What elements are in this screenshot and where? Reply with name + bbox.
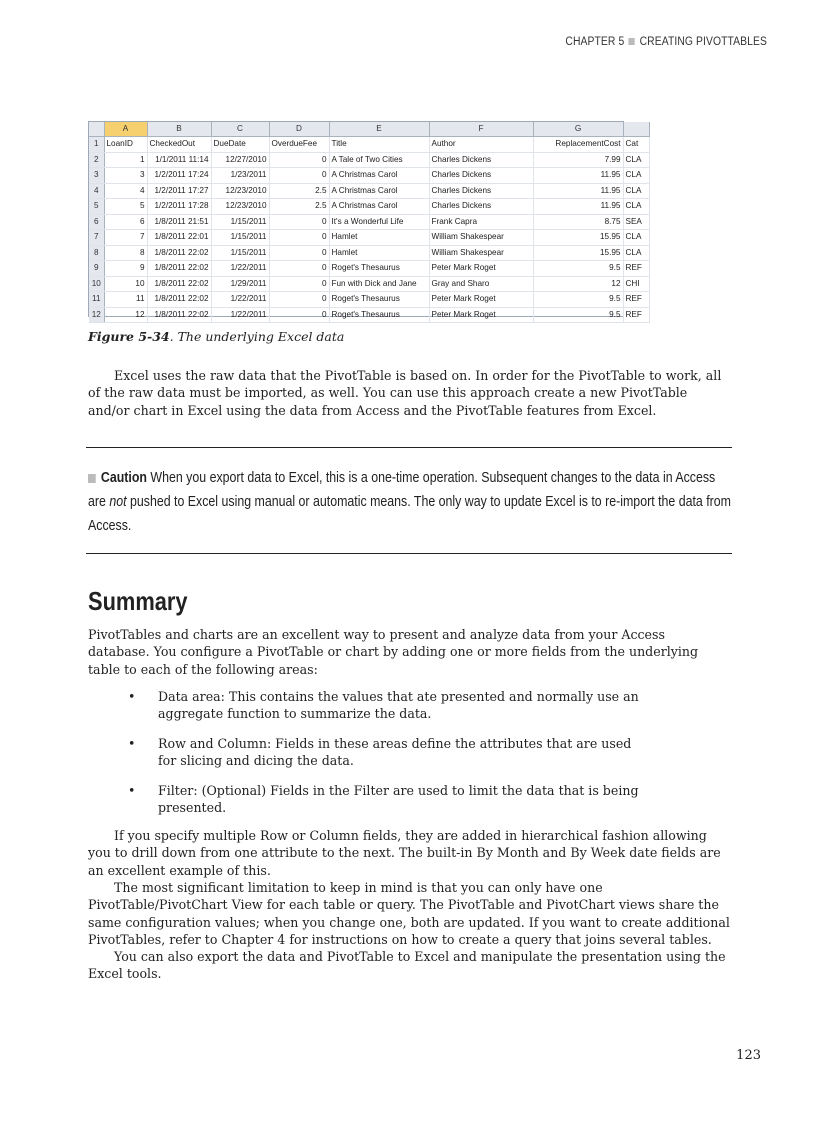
table-cell: 0 <box>269 214 329 230</box>
caution-top-rule <box>86 447 732 448</box>
list-item: • Row and Column: Fields in these areas define the attributes that are used for slicing and dicing the data. <box>88 735 648 770</box>
table-cell: 5 <box>104 199 147 215</box>
excel-screenshot <box>88 121 642 319</box>
table-cell: CHI <box>623 276 649 292</box>
table-cell: 1/8/2011 22:02 <box>147 276 211 292</box>
table-cell: William Shakespear <box>429 230 533 246</box>
table-cell: A Christmas Carol <box>329 199 429 215</box>
column-header: Author <box>429 137 533 153</box>
table-cell: REF <box>623 261 649 277</box>
table-cell: CLA <box>623 168 649 184</box>
row-number: 3 <box>89 168 104 184</box>
summary-paragraph-2: If you specify multiple Row or Column fields, they are added in hierarchical fashion allowing you to drill down from one attribute to the next. The built-in By Month and By Week date fields are an excellent example of this. <box>88 828 721 878</box>
table-row <box>89 152 649 168</box>
table-cell: Peter Mark Roget <box>429 261 533 277</box>
table-cell: 9.5 <box>533 261 623 277</box>
table-cell: Hamlet <box>329 230 429 246</box>
table-row <box>89 276 649 292</box>
row-number: 8 <box>89 245 104 261</box>
table-cell: It's a Wonderful Life <box>329 214 429 230</box>
table-cell: 0 <box>269 292 329 308</box>
table-cell: 12 <box>104 307 147 323</box>
table-cell: 6 <box>104 214 147 230</box>
table-cell: SEA <box>623 214 649 230</box>
body-paragraph-1: Excel uses the raw data that the PivotTable is based on. In order for the PivotTable to work, all of the raw data must be imported, as well. You can use this approach create a new PivotTable and/or chart in Excel using the data from Access and the PivotTable features from Excel. <box>88 368 722 418</box>
table-cell: 8 <box>104 245 147 261</box>
table-cell: 15.95 <box>533 230 623 246</box>
column-letter: E <box>329 122 429 137</box>
caution-label: Caution <box>100 470 147 486</box>
row-number: 6 <box>89 214 104 230</box>
row-number: 9 <box>89 261 104 277</box>
table-cell: CLA <box>623 199 649 215</box>
caution-text-1: When you export data to Excel, this is a one-time operation. Subsequent changes to the data in Access are <box>88 470 716 510</box>
table-cell: 1/8/2011 22:02 <box>147 292 211 308</box>
square-bullet-icon <box>629 38 635 45</box>
table-cell: REF <box>623 292 649 308</box>
table-cell: 12/23/2010 <box>211 183 269 199</box>
row-number: 1 <box>89 137 104 153</box>
table-cell: 11.95 <box>533 183 623 199</box>
table-row <box>89 245 649 261</box>
table-row <box>89 307 649 323</box>
table-cell: 1/8/2011 22:02 <box>147 261 211 277</box>
list-item: • Data area: This contains the values that ate presented and normally use an aggregate function to summarize the data. <box>88 688 648 723</box>
table-cell: 1/8/2011 22:02 <box>147 307 211 323</box>
row-number: 4 <box>89 183 104 199</box>
column-header: Cat <box>623 137 649 153</box>
table-cell: 0 <box>269 168 329 184</box>
table-cell: Charles Dickens <box>429 168 533 184</box>
table-cell: 0 <box>269 152 329 168</box>
table-cell: 0 <box>269 245 329 261</box>
table-cell: CLA <box>623 230 649 246</box>
row-number: 5 <box>89 199 104 215</box>
table-cell: 0 <box>269 261 329 277</box>
column-letter-row <box>89 122 649 137</box>
table-cell: Charles Dickens <box>429 199 533 215</box>
table-cell: 11 <box>104 292 147 308</box>
figure-caption <box>88 329 344 344</box>
table-cell: 1/15/2011 <box>211 245 269 261</box>
table-cell: 1/8/2011 22:01 <box>147 230 211 246</box>
figure-caption-text: . The underlying Excel data <box>169 329 345 344</box>
table-cell: 11.95 <box>533 199 623 215</box>
column-header: DueDate <box>211 137 269 153</box>
table-cell: Charles Dickens <box>429 183 533 199</box>
column-header: CheckedOut <box>147 137 211 153</box>
column-header: LoanID <box>104 137 147 153</box>
table-cell: 1/22/2011 <box>211 292 269 308</box>
table-cell: 9 <box>104 261 147 277</box>
table-cell: 1 <box>104 152 147 168</box>
table-cell: 7 <box>104 230 147 246</box>
table-cell: 0 <box>269 276 329 292</box>
table-cell: 11.95 <box>533 168 623 184</box>
row-number: 12 <box>89 307 104 323</box>
table-cell: 3 <box>104 168 147 184</box>
table-cell: 10 <box>104 276 147 292</box>
caution-bottom-rule <box>86 553 732 554</box>
table-cell: Roget's Thesaurus <box>329 307 429 323</box>
table-cell: Roget's Thesaurus <box>329 292 429 308</box>
chapter-label: CHAPTER 5 <box>565 36 625 48</box>
table-cell: Roget's Thesaurus <box>329 261 429 277</box>
caution-text-2: pushed to Excel using manual or automatic means. The only way to update Excel is to re-import the data from Access. <box>88 494 731 534</box>
table-cell: 2.5 <box>269 199 329 215</box>
table-cell: 1/2/2011 17:27 <box>147 183 211 199</box>
list-item: • Filter: (Optional) Fields in the Filter are used to limit the data that is being presented. <box>88 782 648 817</box>
table-cell: 15.95 <box>533 245 623 261</box>
chapter-title: CREATING PIVOTTABLES <box>639 36 767 48</box>
caution-note <box>88 466 733 538</box>
table-cell: 7.99 <box>533 152 623 168</box>
table-cell: 1/2/2011 17:24 <box>147 168 211 184</box>
row-number: 11 <box>89 292 104 308</box>
square-bullet-icon <box>88 474 96 483</box>
table-cell: 1/15/2011 <box>211 214 269 230</box>
table-row <box>89 168 649 184</box>
row-number: 7 <box>89 230 104 246</box>
table-cell: CLA <box>623 152 649 168</box>
column-letter: D <box>269 122 329 137</box>
section-heading: Summary <box>88 586 188 616</box>
table-row <box>89 292 649 308</box>
table-cell: Fun with Dick and Jane <box>329 276 429 292</box>
column-header: OverdueFee <box>269 137 329 153</box>
table-row <box>89 214 649 230</box>
spreadsheet-table <box>89 122 650 323</box>
figure-label: Figure 5-34 <box>88 329 170 344</box>
table-cell: 8.75 <box>533 214 623 230</box>
table-cell: 12/27/2010 <box>211 152 269 168</box>
table-cell: Hamlet <box>329 245 429 261</box>
column-header: Title <box>329 137 429 153</box>
table-row <box>89 199 649 215</box>
table-cell: 1/22/2011 <box>211 261 269 277</box>
table-cell: Frank Capra <box>429 214 533 230</box>
table-cell: CLA <box>623 245 649 261</box>
table-cell: Peter Mark Roget <box>429 307 533 323</box>
table-cell: William Shakespear <box>429 245 533 261</box>
column-letter: B <box>147 122 211 137</box>
table-cell: 1/8/2011 22:02 <box>147 245 211 261</box>
table-cell: 12/23/2010 <box>211 199 269 215</box>
table-cell: 9.5 <box>533 307 623 323</box>
column-letter: A <box>104 122 147 137</box>
column-letter: F <box>429 122 533 137</box>
column-letter: C <box>211 122 269 137</box>
page-number: 123 <box>736 1048 761 1063</box>
caution-emphasis: not <box>109 494 127 510</box>
header-row <box>89 137 649 153</box>
table-cell: 2.5 <box>269 183 329 199</box>
table-row <box>89 183 649 199</box>
table-cell: 9.5 <box>533 292 623 308</box>
summary-intro: PivotTables and charts are an excellent way to present and analyze data from your Access database. You configure a PivotTable or chart by adding one or more fields from the underlying table to each of the following areas: <box>88 627 699 677</box>
table-cell: 1/8/2011 21:51 <box>147 214 211 230</box>
column-letter <box>623 122 649 137</box>
table-cell: 1/2/2011 17:28 <box>147 199 211 215</box>
table-cell: 1/1/2011 11:14 <box>147 152 211 168</box>
table-cell: 1/23/2011 <box>211 168 269 184</box>
table-cell: REF <box>623 307 649 323</box>
table-cell: 0 <box>269 307 329 323</box>
table-cell: 4 <box>104 183 147 199</box>
table-row <box>89 230 649 246</box>
table-cell: 1/15/2011 <box>211 230 269 246</box>
summary-paragraph-4: You can also export the data and PivotTable to Excel and manipulate the presentation using the Excel tools. <box>88 949 726 982</box>
table-cell: CLA <box>623 183 649 199</box>
table-cell: 1/22/2011 <box>211 307 269 323</box>
summary-paragraph-3: The most significant limitation to keep in mind is that you can only have one PivotTable/PivotChart View for each table or query. The PivotTable and PivotChart views share the same configuration values; when you change one, both are updated. If you want to create additional PivotTables, refer to Chapter 4 for instructions on how to create a query that joins several tables. <box>88 880 730 948</box>
table-cell: Charles Dickens <box>429 152 533 168</box>
table-cell: A Christmas Carol <box>329 168 429 184</box>
table-cell: 1/29/2011 <box>211 276 269 292</box>
row-number: 2 <box>89 152 104 168</box>
areas-list <box>88 688 648 828</box>
table-cell: 12 <box>533 276 623 292</box>
column-header: ReplacementCost <box>533 137 623 153</box>
column-letter: G <box>533 122 623 137</box>
running-header <box>565 36 767 48</box>
table-row <box>89 261 649 277</box>
row-number: 10 <box>89 276 104 292</box>
table-cell: Gray and Sharo <box>429 276 533 292</box>
table-cell: Peter Mark Roget <box>429 292 533 308</box>
table-cell: 0 <box>269 230 329 246</box>
select-all-corner <box>89 122 104 137</box>
table-cell: A Christmas Carol <box>329 183 429 199</box>
table-cell: A Tale of Two Cities <box>329 152 429 168</box>
